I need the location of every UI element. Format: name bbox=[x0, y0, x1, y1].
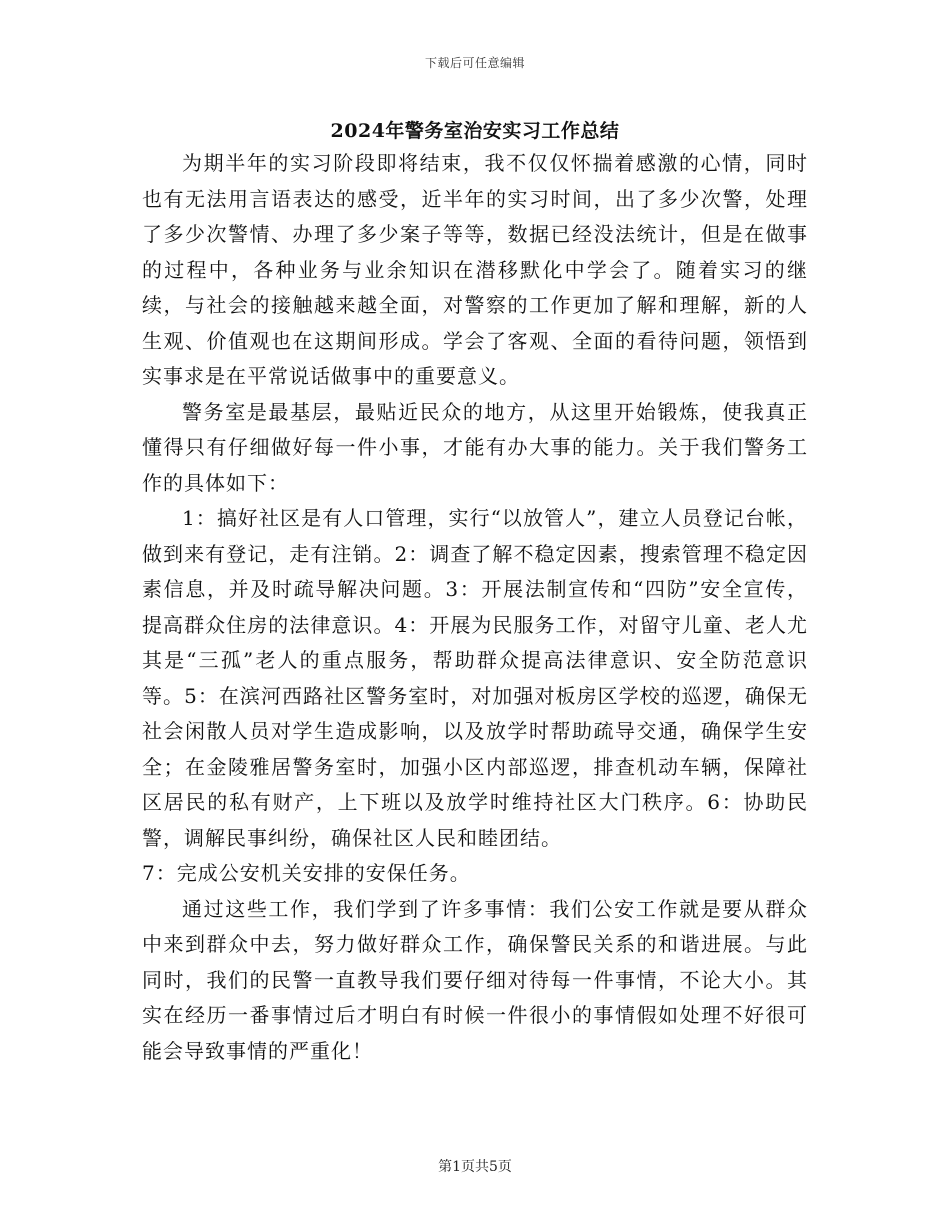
document-body bbox=[142, 146, 808, 1069]
paragraph-work-items: 1：搞好社区是有人口管理，实行“以放管人”，建立人员登记台帐，做到来有登记，走有注销。2：调查了解不稳定因素，搜索管理不稳定因素信息，并及时疏导解决问题。3：开展法制宣传和“四防”安全宣传，提高群众住房的法律意识。4：开展为民服务工作，对留守儿童、老人尤其是“三孤”老人的重点服务，帮助群众提高法律意识、安全防范意识等。5：在滨河西路社区警务室时，对加强对板房区学校的巡逻，确保无社会闲散人员对学生造成影响，以及放学时帮助疏导交通，确保学生安全；在金陵雅居警务室时，加强小区内部巡逻，排查机动车辆，保障社区居民的私有财产，上下班以及放学时维持社区大门秩序。6：协助民警，调解民事纠纷，确保社区人民和睦团结。 bbox=[142, 506, 808, 850]
paragraph-intro: 为期半年的实习阶段即将结束，我不仅仅怀揣着感激的心情，同时也有无法用言语表达的感受，近半年的实习时间，出了多少次警，处理了多少次警情、办理了多少案子等等，数据已经没法统计，但是在做事的过程中，各种业务与业余知识在潜移默化中学会了。随着实习的继续，与社会的接触越来越全面，对警察的工作更加了解和理解，新的人生观、价值观也在这期间形成。学会了客观、全面的看待问题，领悟到实事求是在平常说话做事中的重要意义。 bbox=[142, 151, 808, 388]
document-title: 2024年警务室治安实习工作总结 bbox=[330, 120, 620, 142]
header-note: 下载后可任意编辑 bbox=[424, 56, 525, 70]
paragraph-work-item-7: 7：完成公安机关安排的安保任务。 bbox=[142, 861, 471, 885]
page-indicator: 第1页共5页 bbox=[438, 1159, 512, 1175]
paragraph-police-office: 警务室是最基层，最贴近民众的地方，从这里开始锻炼，使我真正懂得只有仔细做好每一件小事，才能有办大事的能力。关于我们警务工作的具体如下： bbox=[142, 399, 808, 495]
paragraph-lessons: 通过这些工作，我们学到了许多事情：我们公安工作就是要从群众中来到群众中去，努力做好群众工作，确保警民关系的和谐进展。与此同时，我们的民警一直教导我们要仔细对待每一件事情，不论大小。其实在经历一番事情过后才明白有时候一件很小的事情假如处理不好很可能会导致事情的严重化！ bbox=[142, 896, 808, 1063]
